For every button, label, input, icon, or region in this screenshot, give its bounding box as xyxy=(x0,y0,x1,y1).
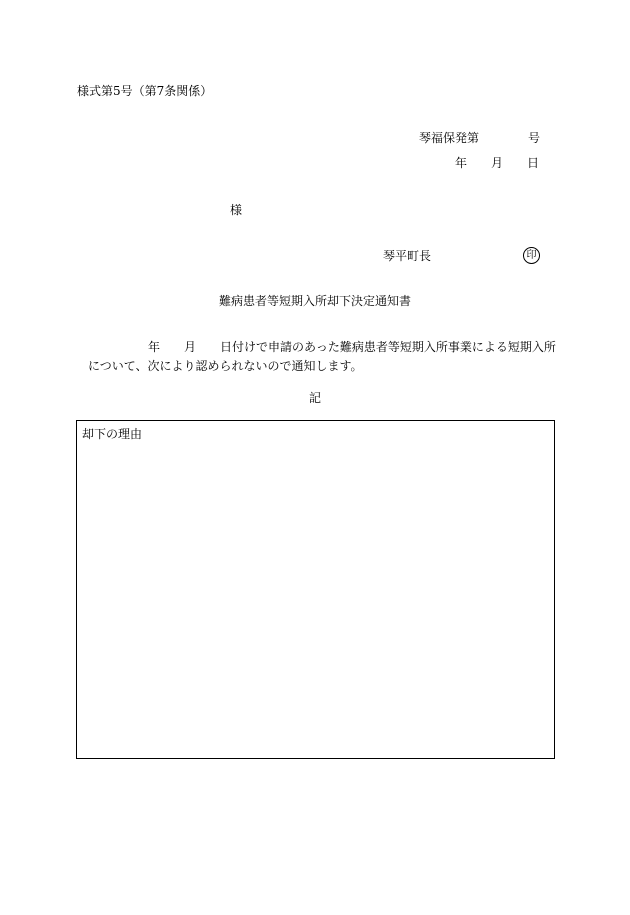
body-year-label: 年 xyxy=(148,340,161,354)
date-year-label: 年 xyxy=(455,156,468,170)
document-number-suffix: 号 xyxy=(528,131,541,145)
addressee-suffix: 様 xyxy=(230,203,243,217)
body-line-1: 日付けで申請のあった難病患者等短期入所事業による短期入所 xyxy=(220,340,556,354)
body-line-2: について、次により認められないので通知します。 xyxy=(88,359,363,373)
reason-label: 却下の理由 xyxy=(82,427,143,441)
form-number: 様式第5号（第7条関係） xyxy=(77,84,213,98)
seal-icon: 印 xyxy=(523,247,540,264)
date-day-label: 日 xyxy=(527,156,540,170)
reason-box xyxy=(76,420,555,759)
body-month-label: 月 xyxy=(184,340,197,354)
issuer-name: 琴平町長 xyxy=(383,249,432,263)
date-month-label: 月 xyxy=(491,156,504,170)
document-title: 難病患者等短期入所却下決定通知書 xyxy=(218,294,411,308)
document-number-prefix: 琴福保発第 xyxy=(419,131,480,145)
ki-heading: 記 xyxy=(308,391,321,405)
